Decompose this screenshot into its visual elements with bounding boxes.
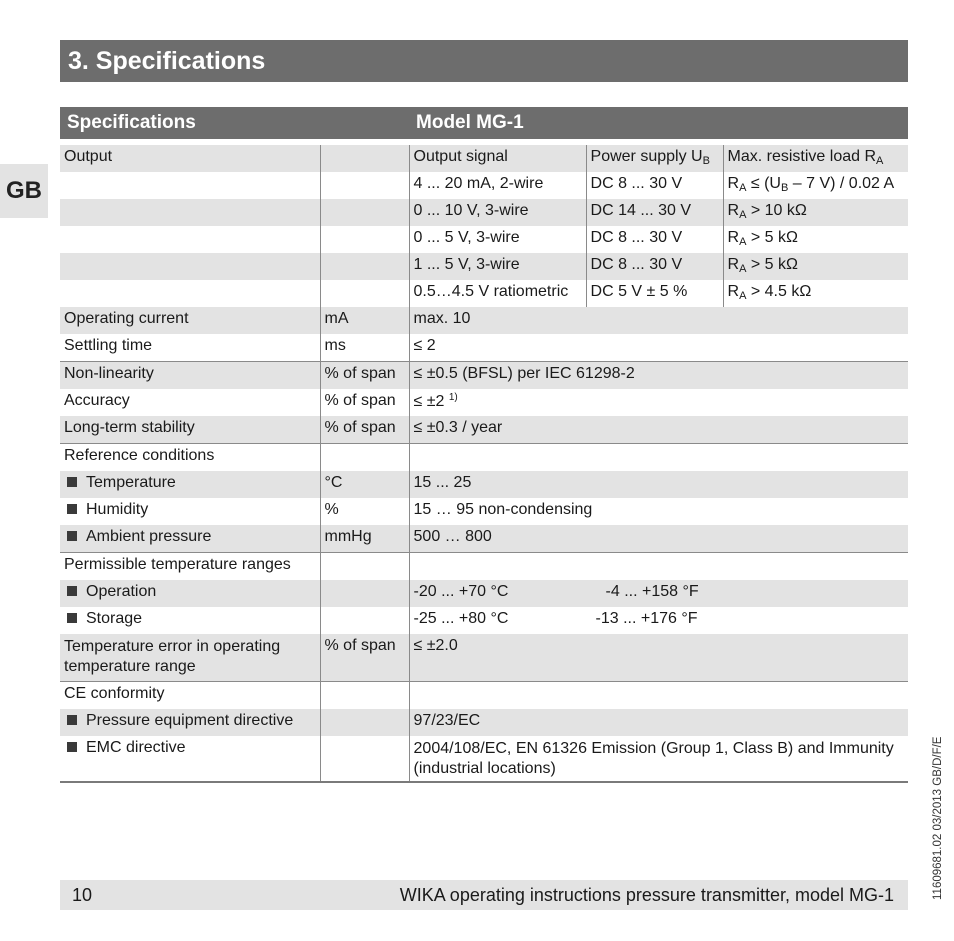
row-unit: % of span [320, 416, 409, 444]
row-label: Long-term stability [60, 416, 320, 444]
output-signal: 0.5…4.5 V ratiometric [409, 280, 586, 307]
table-row [60, 389, 908, 416]
row-label: Operating current [60, 307, 320, 334]
row-value: ≤ 2 [409, 334, 908, 362]
bullet-square-icon [67, 586, 77, 596]
row-value: max. 10 [409, 307, 908, 334]
bullet-square-icon [67, 504, 77, 514]
row-value: ≤ ±0.3 / year [409, 416, 908, 444]
row-label: Humidity [60, 498, 320, 525]
row-value: ≤ ±2.0 [409, 634, 908, 682]
table-row [60, 525, 908, 553]
row-value: 15 ... 25 [409, 471, 908, 498]
page-footer [60, 880, 908, 910]
row-value: -20 ... +70 °C -4 ... +158 °F [409, 580, 908, 607]
row-value: 97/23/EC [409, 709, 908, 736]
table-row [60, 444, 908, 472]
bullet-square-icon [67, 531, 77, 541]
bullet-square-icon [67, 742, 77, 752]
power-supply: DC 14 ... 30 V [586, 199, 723, 226]
col-header-max-load: Max. resistive load $R_A$ [723, 145, 908, 172]
language-tab: GB [0, 164, 48, 218]
table-row [60, 736, 908, 782]
table-row [60, 199, 908, 226]
table-row [60, 226, 908, 253]
row-value: ≤ ±2 $^{1)}$ [409, 389, 908, 416]
row-unit: °C [320, 471, 409, 498]
row-label: Output [60, 145, 320, 172]
row-unit: mA [320, 307, 409, 334]
max-load: $R_A \le (U_B - 7$ V) / 0.02 A [723, 172, 908, 199]
output-signal: 4 ... 20 mA, 2-wire [409, 172, 586, 199]
table-row [60, 580, 908, 607]
table-row [60, 172, 908, 199]
specifications-table [60, 107, 908, 783]
row-label: CE conformity [60, 682, 320, 710]
row-unit: % of span [320, 634, 409, 682]
bullet-square-icon [67, 715, 77, 725]
table-header [60, 107, 908, 139]
output-signal: 1 ... 5 V, 3-wire [409, 253, 586, 280]
row-value: 2004/108/EC, EN 61326 Emission (Group 1, Class B) and Immunity (industrial locations) [409, 736, 908, 782]
document-code: 11609681.02 03/2013 GB/D/F/E [932, 736, 944, 900]
table-row [60, 553, 908, 581]
table-row [60, 498, 908, 525]
row-value: ≤ ±0.5 (BFSL) per IEC 61298-2 [409, 362, 908, 390]
row-label: Ambient pressure [60, 525, 320, 553]
row-label: Temperature error in operating temperature range [60, 634, 320, 682]
row-value: 15 … 95 non-condensing [409, 498, 908, 525]
table-row [60, 709, 908, 736]
row-label: Accuracy [64, 392, 130, 409]
row-label: Reference conditions [60, 444, 320, 472]
footer-text: WIKA operating instructions pressure transmitter, model MG-1 [399, 885, 894, 905]
table-row [60, 634, 908, 682]
table-row [60, 145, 908, 172]
power-supply: DC 8 ... 30 V [586, 253, 723, 280]
row-unit: mmHg [320, 525, 409, 553]
header-specifications: Specifications [60, 107, 409, 139]
table-row [60, 307, 908, 334]
table-row [60, 280, 908, 307]
row-label: EMC directive [60, 736, 320, 782]
row-value: 500 … 800 [409, 525, 908, 553]
table-row [60, 416, 908, 444]
header-model: Model MG-1 [409, 107, 908, 139]
page-number: 10 [72, 885, 93, 905]
row-label: Storage [60, 607, 320, 634]
max-load: $R_A > 4.5$ kΩ [723, 280, 908, 307]
row-label: Non-linearity [60, 362, 320, 390]
col-header-power-supply: Power supply $U_B$ [586, 145, 723, 172]
col-header-output-signal: Output signal [409, 145, 586, 172]
row-unit: % of span [320, 362, 409, 390]
output-signal: 0 ... 10 V, 3-wire [409, 199, 586, 226]
bullet-square-icon [67, 477, 77, 487]
table-row [60, 334, 908, 362]
max-load: $R_A > 10$ kΩ [723, 199, 908, 226]
row-value: -25 ... +80 °C -13 ... +176 °F [409, 607, 908, 634]
max-load: $R_A > 5$ kΩ [723, 253, 908, 280]
row-label: Settling time [64, 337, 153, 354]
row-unit: ms [320, 334, 409, 362]
row-label: Temperature [60, 471, 320, 498]
row-label: Operation [60, 580, 320, 607]
table-row [60, 682, 908, 710]
power-supply: DC 8 ... 30 V [586, 172, 723, 199]
table-row [60, 253, 908, 280]
output-signal: 0 ... 5 V, 3-wire [409, 226, 586, 253]
power-supply: DC 8 ... 30 V [586, 226, 723, 253]
table-row [60, 607, 908, 634]
table-row [60, 362, 908, 390]
max-load: $R_A > 5$ kΩ [723, 226, 908, 253]
chapter-title: 3. Specifications [60, 40, 908, 82]
row-unit: % of span [320, 389, 409, 416]
footnote-marker: 1) [448, 392, 458, 403]
power-supply: DC 5 V ± 5 % [586, 280, 723, 307]
row-unit: % [320, 498, 409, 525]
bullet-square-icon [67, 613, 77, 623]
row-label: Pressure equipment directive [60, 709, 320, 736]
table-row [60, 471, 908, 498]
row-label: Permissible temperature ranges [60, 553, 320, 581]
